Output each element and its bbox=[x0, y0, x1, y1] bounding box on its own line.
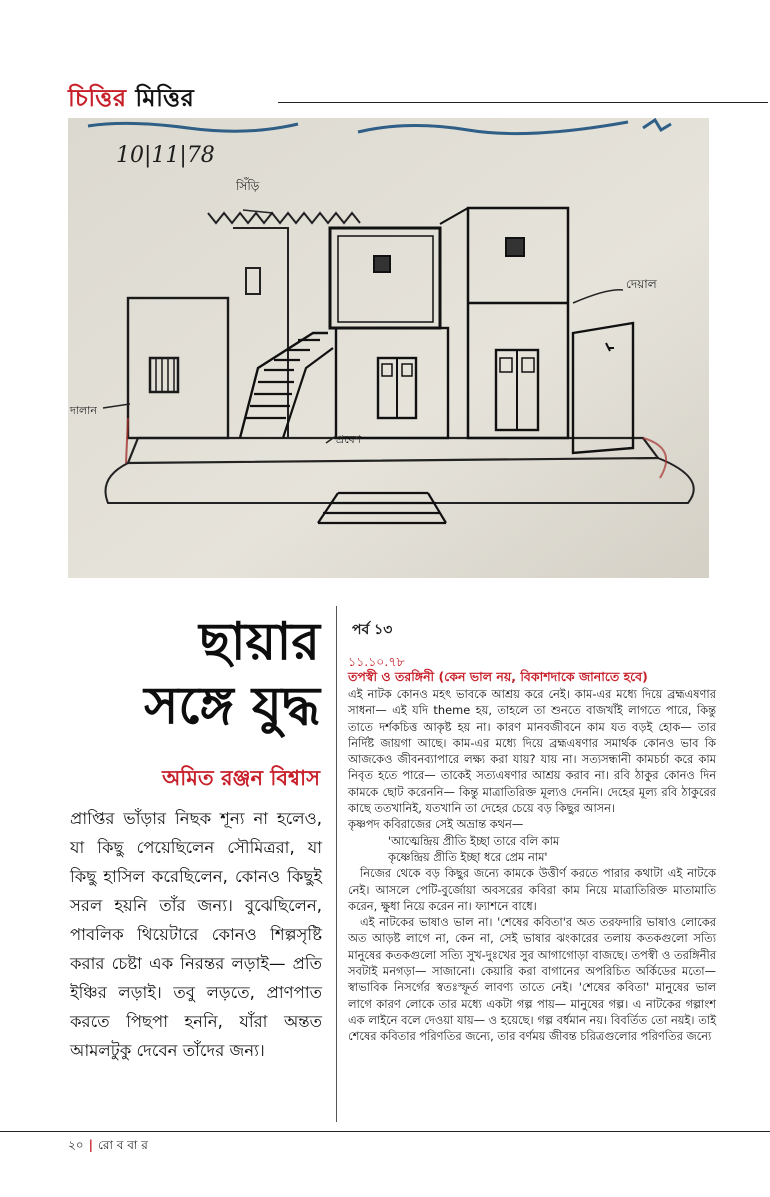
body-paragraph: এই নাটকের ভাষাও ভাল না। 'শেষের কবিতা'র অত তরফদারি ভাষাও লোকের অত আড়ষ্ট লাগে না, কেন না, সেই ভাষার ঝংকারের তলায় কতকগুলো সত্যি মানুষের কতকগুলো সত্যি সুখ-দুঃখের সুর আগাগোড়া বাজছে। তপস্বী ও তরঙ্গিনীর সবটাই মনগড়া— সাজানো। কেয়ারি করা বাগানের অপরিচিত অর্কিডের মতো— স্বাভাবিক নিসর্গের স্বতঃস্ফূর্ত লাবণ্য তাতে নেই। 'শেষের কবিতা' মানুষের ভাল লাগে কারণ লোকে তার মধ্যে একটা গল্প পায়— মানুষের গল্প। এ নাটকের গল্পাংশ এক লাইনে বলে দেওয়া যায়— ও হয়েছে। গল্প বর্ধমান নয়। বিবর্তিত তো নয়ই। তাই শেষের কবিতার পরিণতির জন্যে, তার বর্ণময় জীবন্ত চরিত্রগুলোর পরিণতির জন্যে bbox=[348, 915, 716, 1044]
section-header bbox=[68, 80, 768, 112]
diary-subhead: তপস্বী ও তরঙ্গিনী (কেন ভাল নয়, বিকাশদাকে জানাতে হবে) bbox=[348, 669, 648, 684]
column-divider bbox=[336, 606, 337, 1122]
author-byline: অমিত রঞ্জন বিশ্বাস bbox=[162, 765, 320, 790]
stage-sketch-drawing bbox=[68, 118, 709, 578]
label-bottom: প্রবেশ bbox=[336, 433, 362, 446]
magazine-name: রো ব বা র bbox=[98, 1138, 148, 1152]
section-title bbox=[68, 83, 194, 112]
article-deck: প্রাপ্তির ভাঁড়ার নিছক শূন্য না হলেও, যা কিছু পেয়েছিলেন সৌমিত্ররা, যা কিছু হাসিল করেছিলেন, কোনও কিছুই সরল হয়নি তাঁর জন্য। বুঝেছিলেন, পাবলিক থিয়েটারে কোনও শিল্পসৃষ্টি করার চেষ্টা এক নিরন্তর লড়াই— প্রতি ইঞ্চির লড়াই। তবু লড়তে, প্রাণপাত করতে পিছপা হননি, যাঁরা অন্তত আমলটুকু দেবেন তাঁদের জন্য। bbox=[70, 809, 322, 1060]
footer-separator: | bbox=[88, 1138, 93, 1152]
verse-line: 'আত্মেন্দ্রিয় প্রীতি ইচ্ছা তারে বলি কাম bbox=[388, 833, 560, 848]
section-title-red: চিত্তির bbox=[68, 83, 127, 112]
article-headline bbox=[72, 610, 320, 738]
stage-sketch-photo bbox=[68, 118, 709, 578]
body-paragraph: নিজের থেকে বড় কিছুর জন্যে কামকে উত্তীর্ণ করতে পারার কথাটা এই নাটকে নেই। আসলে পেটি-বুর্জোয়া অবসরের কবিরা কাম নিয়ে মাত্রাতিরিক্ত মাতামাতি করেন, ক্ষুধা নিয়ে করেন না। ফ্যাশনে বাধে। bbox=[348, 866, 716, 913]
page-footer bbox=[68, 1137, 148, 1157]
diary-date: ১১.১০.৭৮ bbox=[348, 654, 405, 669]
footer-rule bbox=[0, 1131, 770, 1132]
section-title-black: মিত্তির bbox=[135, 83, 195, 112]
page-number: ২০ bbox=[68, 1138, 84, 1152]
handwritten-date: 10|11|78 bbox=[116, 143, 215, 168]
header-rule bbox=[278, 102, 768, 103]
label-right: দেয়াল bbox=[626, 277, 657, 291]
verse-line: কৃষ্ণেন্দ্রিয় প্রীতি ইচ্ছা ধরে প্রেম নাম' bbox=[388, 849, 548, 864]
article-body bbox=[348, 686, 716, 1045]
headline-line-2: সঙ্গে যুদ্ধ bbox=[144, 675, 320, 736]
label-top: সিঁড়ি bbox=[236, 179, 260, 193]
part-number: পর্ব ১৩ bbox=[352, 622, 393, 638]
headline-line-1: ছায়ার bbox=[199, 611, 320, 672]
label-left: দালান bbox=[70, 404, 97, 417]
body-paragraph: এই নাটক কোনও মহৎ ভাবকে আশ্রয় করে নেই। কাম-এর মধ্যে দিয়ে ব্রহ্মএষণার সাধনা— এই যদি theme হয়, তাহলে তা শুনতে বাজখাঁই লাগতে পারে, কিন্তু তাতে দর্শকচিত্ত আকৃষ্ট হয় না। কারণ মানবজীবনে কাম যত বড়ই হোক— তার নির্দিষ্ট জায়গা আছে। কাম-এর মধ্যে দিয়ে ব্রহ্মএষণার সমার্থক কোনও ভাব কি আজকেও জীবনব্যাপারে লক্ষ্য করা যায়? যায় না। সত্যসন্ধানী কামচর্চা করে কাম নিবৃত হতে পারে— তাকেই সত্যএষণার আশ্রয় করাব না। রবি ঠাকুর কোনও দিন কামকে ছোট করেননি— কিন্তু মাত্রাতিরিক্ত মূল্যও দেননি। দেহের মূল্য রবি ঠাকুরের কাছে ততখানিই, যতখানি তা দেহের চেয়ে বড় কিছুর আসন। bbox=[348, 687, 716, 816]
body-paragraph: কৃষ্ণপদ কবিরাজের সেই অভ্রান্ত কথন— bbox=[348, 817, 524, 832]
